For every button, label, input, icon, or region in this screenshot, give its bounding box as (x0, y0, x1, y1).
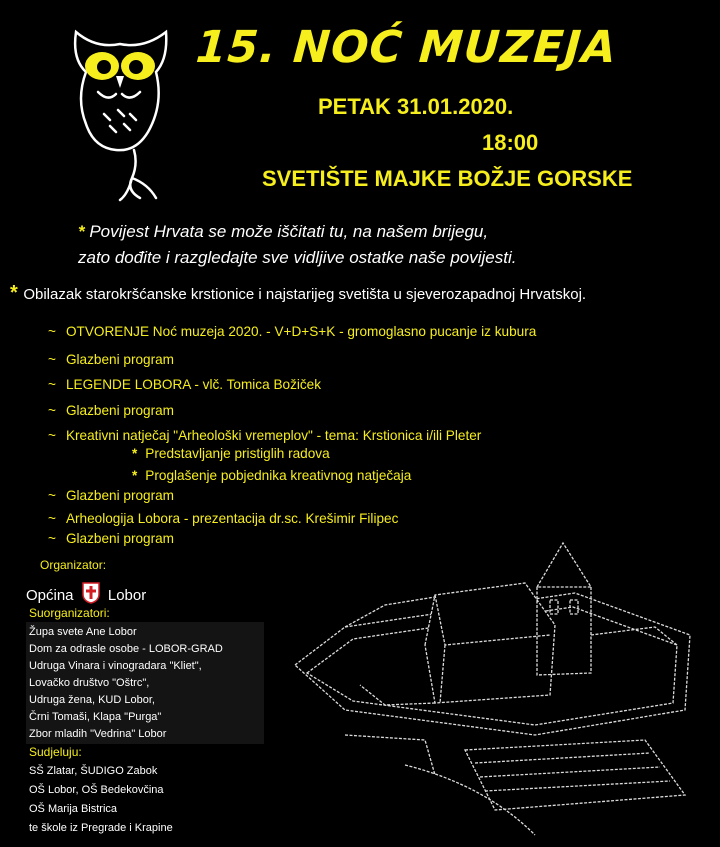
coorganizer-item: Zbor mladih "Vedrina" Lobor (29, 728, 167, 740)
tour-text: * Obilazak starokršćanske krstionice i najstarijeg svetišta u sjeverozapadnoj Hrvatskoj. (10, 282, 587, 304)
program-item: ~ Glazbeni program (48, 403, 174, 418)
star-icon: * (132, 446, 138, 461)
program-item: ~ Glazbeni program (48, 531, 174, 546)
coorganizer-item: Črni Tomaši, Klapa "Purga" (29, 711, 162, 723)
program-subitem: * Proglašenje pobjednika kreativnog natječaja (132, 468, 412, 483)
tilde-icon: ~ (48, 428, 56, 443)
tilde-icon: ~ (48, 511, 56, 526)
program-subitem: * Predstavljanje pristiglih radova (132, 446, 330, 461)
coorganizer-item: Lovačko društvo "Oštrc", (29, 677, 150, 689)
coat-of-arms-icon (82, 582, 100, 604)
tilde-icon: ~ (48, 324, 56, 339)
program-item: ~ LEGENDE LOBORA - vlč. Tomica Božiček (48, 377, 322, 392)
tilde-icon: ~ (48, 377, 56, 392)
event-time: 18:00 (482, 130, 539, 155)
coorganizer-item: Župa svete Ane Lobor (29, 626, 137, 638)
organizer-name: Općina Lobor (26, 582, 146, 604)
program-item: ~ Glazbeni program (48, 488, 174, 503)
participant-item: SŠ Zlatar, ŠUDIGO Zabok (29, 765, 158, 777)
star-icon: * (132, 468, 138, 483)
coorganizers-label: Suorganizatori: (29, 606, 110, 620)
program-item: ~ Kreativni natječaj "Arheološki vremeplov" - tema: Krstionica i/ili Pleter (48, 428, 482, 443)
program-item: ~ Arheologija Lobora - prezentacija dr.sc. Krešimir Filipec (48, 511, 399, 526)
page-title: 15. NOĆ MUZEJA (194, 22, 619, 73)
intro-line-2: zato dođite i razgledajte sve vidljive ostatke naše povijesti. (78, 248, 517, 267)
program-item: ~ OTVORENJE Noć muzeja 2020. - V+D+S+K - gromoglasno pucanje iz kubura (48, 324, 537, 339)
star-icon: * (10, 282, 24, 304)
participants-label: Sudjeluju: (29, 745, 82, 759)
owl-icon (56, 14, 186, 204)
coorganizer-item: Dom za odrasle osobe - LOBOR-GRAD (29, 643, 223, 655)
coorganizer-item: Udruga žena, KUD Lobor, (29, 694, 155, 706)
church-drawing (285, 535, 715, 840)
intro-line-1: * Povijest Hrvata se može iščitati tu, na našem brijegu, (78, 222, 489, 241)
participant-item: OŠ Lobor, OŠ Bedekovčina (29, 784, 164, 796)
tilde-icon: ~ (48, 531, 56, 546)
tilde-icon: ~ (48, 488, 56, 503)
participant-item: te škole iz Pregrade i Krapine (29, 822, 173, 834)
program-item: ~ Glazbeni program (48, 352, 174, 367)
tilde-icon: ~ (48, 403, 56, 418)
event-date: PETAK 31.01.2020. (318, 94, 514, 119)
star-icon: * (78, 222, 90, 241)
coorganizer-item: Udruga Vinara i vinogradara "Kliet", (29, 660, 202, 672)
participant-item: OŠ Marija Bistrica (29, 803, 118, 815)
organizer-label: Organizator: (40, 558, 107, 572)
event-venue: SVETIŠTE MAJKE BOŽJE GORSKE (262, 166, 633, 191)
tilde-icon: ~ (48, 352, 56, 367)
